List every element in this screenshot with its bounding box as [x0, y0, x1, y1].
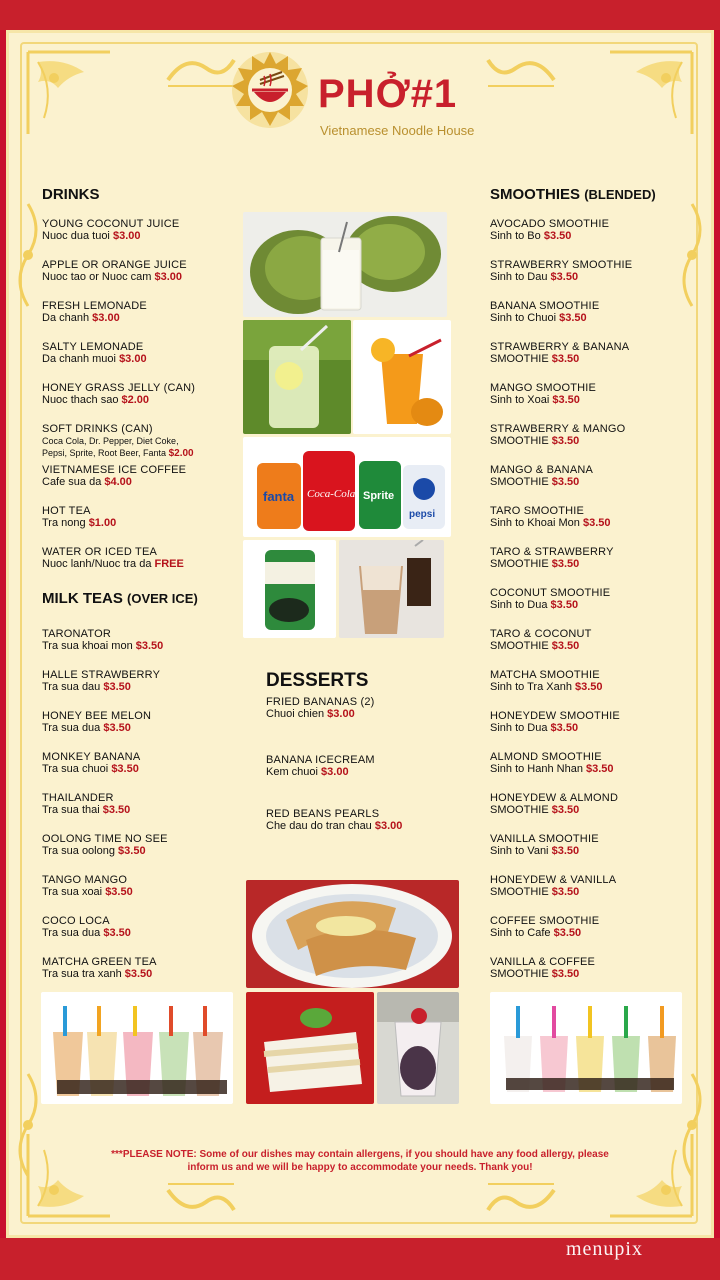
menu-item-name: MONKEY BANANA	[42, 751, 141, 763]
menu-item-price: $3.50	[550, 271, 579, 283]
orange-juice-photo	[353, 320, 451, 434]
menu-item-name: COCO LOCA	[42, 915, 110, 927]
scroll-ornament-icon	[166, 50, 236, 90]
menu-item	[490, 218, 609, 242]
menu-item-name: VANILLA & COFFEE	[490, 956, 596, 968]
menu-item-subtitle	[490, 640, 592, 652]
menu-item	[42, 464, 186, 488]
menu-item	[490, 874, 616, 898]
menu-item-subtitle	[42, 927, 131, 939]
menu-item-subtitle-text: Kem chuoi	[266, 766, 318, 778]
menu-item-name: HONEY BEE MELON	[42, 710, 152, 722]
allergy-note-line-2: inform us and we will be happy to accommodate your needs. Thank you!	[187, 1162, 533, 1173]
menu-item-subtitle-text: Nuoc lanh/Nuoc tra da	[42, 558, 152, 570]
menu-item-price: $3.00	[119, 353, 147, 365]
menu-item	[266, 696, 375, 720]
milk-tea-cups-photo	[41, 992, 233, 1104]
menu-item-subtitle	[42, 804, 130, 816]
menu-item-name: AVOCADO SMOOTHIE	[490, 218, 610, 230]
menu-item-name: THAILANDER	[42, 792, 114, 804]
menu-item-price: $1.00	[88, 517, 117, 529]
menu-item	[490, 259, 632, 283]
menu-item-subtitle-text: Nuoc dua tuoi	[42, 230, 110, 242]
menu-item	[42, 259, 187, 283]
menu-item-subtitle-text: SMOOTHIE	[490, 968, 549, 980]
menu-item-subtitle	[42, 722, 151, 734]
soft-drink-cans-photo	[243, 437, 451, 537]
menu-item-price: $3.50	[551, 640, 580, 652]
menu-item-subtitle	[490, 435, 625, 447]
menu-item	[490, 915, 599, 939]
menu-item-name: SALTY LEMONADE	[42, 341, 144, 353]
menu-item-name: HOT TEA	[42, 505, 91, 517]
menu-item	[42, 505, 116, 529]
menu-item-price: $3.50	[551, 558, 580, 570]
menu-item-subtitle-text: SMOOTHIE	[490, 558, 549, 570]
menu-item-subtitle	[42, 353, 147, 365]
menu-item	[42, 956, 157, 980]
menu-item	[42, 874, 133, 898]
menu-item-price: $3.50	[552, 394, 580, 406]
menu-item-subtitle-text: SMOOTHIE	[490, 886, 549, 898]
menu-item-subtitle-text: SMOOTHIE	[490, 804, 549, 816]
menu-item	[42, 341, 147, 365]
menu-item-subtitle-text: Da chanh	[42, 312, 90, 324]
menu-item-subtitle-text: Tra sua chuoi	[42, 763, 109, 775]
menu-item-price: $3.50	[586, 763, 614, 775]
menu-item-subtitle-text: SMOOTHIE	[490, 640, 549, 652]
menu-item	[42, 382, 195, 406]
lemonade-photo	[243, 320, 351, 434]
menu-item	[42, 628, 163, 652]
menu-item-name: YOUNG COCONUT JUICE	[42, 218, 180, 230]
menu-item-name: OOLONG TIME NO SEE	[42, 833, 168, 845]
menu-item-subtitle	[42, 312, 147, 324]
menu-item-name: BANANA ICECREAM	[266, 754, 375, 766]
menu-item-subtitle	[266, 820, 402, 832]
menu-item-name: MANGO & BANANA	[490, 464, 594, 476]
fried-bananas-photo	[246, 880, 459, 988]
menu-item-subtitle	[490, 722, 620, 734]
menu-item-subtitle-text: Sinh to Dua	[490, 599, 548, 611]
drinks-heading: DRINKS	[42, 186, 100, 203]
menu-item-subtitle-text: Tra sua thai	[42, 804, 100, 816]
menu-item	[266, 808, 402, 832]
menu-item-subtitle-text: Tra nong	[42, 517, 86, 529]
menu-item-subtitle-text: Sinh to Dua	[490, 722, 548, 734]
top-red-band	[0, 0, 720, 30]
menu-item-subtitle-text: Tra sua tra xanh	[42, 968, 122, 980]
menu-item-price: $3.50	[551, 476, 580, 488]
menu-item-subtitle	[42, 845, 168, 857]
menu-item-price: $3.50	[551, 804, 580, 816]
allergy-note-line-1: ***PLEASE NOTE: Some of our dishes may contain allergens, if you should have any food allergy, please	[111, 1149, 609, 1160]
menu-item-subtitle	[42, 886, 133, 898]
milk-teas-heading: MILK TEAS (OVER ICE)	[42, 590, 198, 607]
menu-item-name: VANILLA SMOOTHIE	[490, 833, 599, 845]
menu-item-name: MANGO SMOOTHIE	[490, 382, 597, 394]
menu-item-subtitle-text: Sinh to Dau	[490, 271, 548, 283]
menu-item-subtitle-text: Tra sua oolong	[42, 845, 115, 857]
menu-item	[42, 546, 184, 570]
menu-item-subtitle-text: Nuoc thach sao	[42, 394, 119, 406]
menu-item-subtitle	[42, 230, 179, 242]
menu-item-name: HONEYDEW SMOOTHIE	[490, 710, 620, 722]
menu-item	[490, 833, 599, 857]
menu-item-price: $3.50	[118, 845, 146, 857]
menu-item-price: $3.50	[103, 927, 131, 939]
menu-item	[42, 833, 168, 857]
menu-item-subtitle	[42, 681, 160, 693]
menu-item-price: $3.50	[575, 681, 603, 693]
menu-item-subtitle-text: Tra sua khoai mon	[42, 640, 133, 652]
desserts-heading: DESSERTS	[266, 670, 369, 691]
fanta-label: fanta	[263, 489, 295, 504]
menu-item-subtitle	[42, 968, 157, 980]
menu-item-subtitle	[490, 558, 614, 570]
menu-item	[42, 792, 130, 816]
menu-item-subtitle-text: Sinh to Xoai	[490, 394, 550, 406]
menu-item-subtitle	[490, 312, 599, 324]
menu-item-subtitle	[490, 968, 595, 980]
menu-item	[42, 751, 140, 775]
menu-item	[490, 423, 625, 447]
coconut-juice-photo	[243, 212, 447, 317]
menu-item-name: TARO & STRAWBERRY	[490, 546, 614, 558]
menu-item-price: $3.00	[154, 271, 183, 283]
scroll-ornament-icon	[486, 1180, 556, 1220]
menu-item	[490, 751, 614, 775]
menu-item-subtitle-text: SMOOTHIE	[490, 353, 549, 365]
menu-item-price: $3.50	[543, 230, 572, 242]
menu-item-name: TANGO MANGO	[42, 874, 128, 886]
menu-item-subtitle-text: Cafe sua da	[42, 476, 102, 488]
menu-item	[490, 382, 596, 406]
menu-item	[490, 792, 618, 816]
menu-item-subtitle	[490, 353, 629, 365]
menu-item-subtitle-text: Sinh to Cafe	[490, 927, 551, 939]
menu-item-subtitle-text: Tra sua xoai	[42, 886, 103, 898]
menu-item-subtitle	[490, 394, 596, 406]
vietnamese-coffee-photo	[339, 540, 444, 638]
menu-item	[490, 587, 610, 611]
menu-item-price: $3.50	[551, 886, 580, 898]
menu-item-subtitle	[42, 271, 187, 283]
menu-item-subtitle	[42, 517, 116, 529]
menu-item-subtitle-text: Da chanh muoi	[42, 353, 116, 365]
menu-item	[490, 546, 614, 570]
allergy-note	[98, 1148, 622, 1174]
menu-item-name: HONEYDEW & ALMOND	[490, 792, 619, 804]
menu-item-subtitle-text: Sinh to Tra Xanh	[490, 681, 572, 693]
menu-item-name: TARO SMOOTHIE	[490, 505, 585, 517]
menu-item-subtitle	[490, 230, 609, 242]
menu-item-price: $3.50	[124, 968, 153, 980]
menu-item-subtitle-text: Tra sua dau	[42, 681, 101, 693]
menu-item-name: MATCHA GREEN TEA	[42, 956, 157, 968]
menu-item-description	[42, 447, 194, 460]
menu-item-name: HONEYDEW & VANILLA	[490, 874, 617, 886]
menu-item-subtitle	[490, 927, 599, 939]
menu-item-price: $3.00	[112, 230, 141, 242]
menu-item-price: $2.00	[168, 448, 194, 459]
menu-item-name: HONEY GRASS JELLY (CAN)	[42, 382, 196, 394]
menu-item-subtitle-text: Sinh to Vani	[490, 845, 549, 857]
menu-item-subtitle	[490, 681, 603, 693]
menu-item-subtitle-text: Che dau do tran chau	[266, 820, 372, 832]
menu-item-subtitle	[490, 845, 599, 857]
menu-item-subtitle	[42, 394, 195, 406]
menu-item-name: TARONATOR	[42, 628, 112, 640]
logo-title: PHỞ#1	[318, 72, 458, 116]
menu-item-name: COFFEE SMOOTHIE	[490, 915, 600, 927]
menu-item	[42, 218, 179, 242]
menu-item-price: $3.50	[102, 804, 131, 816]
banana-icecream-photo	[246, 992, 374, 1104]
pepsi-label: pepsi	[409, 509, 436, 520]
menu-item	[42, 710, 151, 734]
menu-item-subtitle	[490, 271, 632, 283]
menu-item-price: $3.50	[550, 722, 579, 734]
menu-item	[490, 300, 599, 324]
menu-item-name: BANANA SMOOTHIE	[490, 300, 600, 312]
menu-item-subtitle-text: Sinh to Khoai Mon	[490, 517, 580, 529]
menu-item-subtitle	[490, 763, 614, 775]
corner-ornament-icon	[606, 48, 696, 138]
menu-item	[42, 915, 131, 939]
menu-item-price: $3.00	[321, 766, 349, 778]
menu-item-description: Coca Cola, Dr. Pepper, Diet Coke,	[42, 436, 179, 446]
menu-item-price: $3.50	[559, 312, 587, 324]
corner-ornament-icon	[24, 48, 114, 138]
menu-item-price: $3.50	[111, 763, 139, 775]
menu-item-subtitle	[490, 476, 593, 488]
menu-item-price: $3.50	[550, 599, 579, 611]
menu-item-price: FREE	[154, 558, 184, 570]
menu-item-price: $4.00	[104, 476, 132, 488]
watermark-logo: menupix	[566, 1238, 643, 1260]
menu-item-name: FRESH LEMONADE	[42, 300, 147, 312]
menu-item-subtitle-text: Tra sua dua	[42, 927, 101, 939]
side-ornament-icon	[672, 200, 712, 310]
menu-item-subtitle	[42, 558, 184, 570]
menu-item-name: APPLE OR ORANGE JUICE	[42, 259, 187, 271]
menu-item-name: WATER OR ICED TEA	[42, 546, 158, 558]
menu-item-name: SOFT DRINKS (CAN)	[42, 423, 153, 435]
noodle-bowl-icon	[230, 50, 310, 130]
menu-item-price: $3.50	[103, 722, 131, 734]
menu-item-name: COCONUT SMOOTHIE	[490, 587, 611, 599]
grass-jelly-can-photo	[243, 540, 336, 638]
menu-item-name: STRAWBERRY SMOOTHIE	[490, 259, 633, 271]
menu-item-description-text: Pepsi, Sprite, Root Beer, Fanta	[42, 448, 167, 458]
cola-label: Coca-Cola	[307, 488, 356, 500]
menu-item-name: STRAWBERRY & MANGO	[490, 423, 626, 435]
menu-item-price: $3.50	[551, 435, 580, 447]
menu-item	[490, 956, 595, 980]
menu-item-name: RED BEANS PEARLS	[266, 808, 380, 820]
menu-item	[490, 505, 610, 529]
menu-item	[266, 754, 375, 778]
menu-item-name: STRAWBERRY & BANANA	[490, 341, 630, 353]
menu-item-subtitle-text: SMOOTHIE	[490, 435, 549, 447]
menu-item-price: $3.00	[327, 708, 355, 720]
menu-item	[42, 669, 160, 693]
menu-item-price: $3.50	[551, 968, 580, 980]
menu-item-subtitle-text: Chuoi chien	[266, 708, 325, 720]
menu-item-subtitle	[490, 599, 610, 611]
menu-item-name: VIETNAMESE ICE COFFEE	[42, 464, 187, 476]
menu-item-price: $3.50	[551, 845, 580, 857]
sprite-label: Sprite	[363, 490, 395, 502]
menu-item-subtitle-text: Sinh to Chuoi	[490, 312, 557, 324]
menu-item-name: MATCHA SMOOTHIE	[490, 669, 600, 681]
menu-item-subtitle-text: SMOOTHIE	[490, 476, 549, 488]
menu-item-subtitle-text: Sinh to Bo	[490, 230, 541, 242]
menu-item	[490, 669, 603, 693]
menu-item	[42, 423, 194, 460]
menu-item-subtitle	[490, 804, 618, 816]
menu-item-price: $2.00	[121, 394, 150, 406]
menu-item-price: $3.50	[105, 886, 133, 898]
menu-item-name: ALMOND SMOOTHIE	[490, 751, 602, 763]
menu-item-subtitle	[42, 476, 186, 488]
menu-item	[42, 300, 147, 324]
scroll-ornament-icon	[166, 1180, 236, 1220]
menu-item-subtitle	[490, 886, 616, 898]
menu-item-price: $3.50	[551, 353, 580, 365]
menu-item	[490, 710, 620, 734]
menu-item-name: HALLE STRAWBERRY	[42, 669, 161, 681]
menu-item-price: $3.50	[553, 927, 582, 939]
menu-item-price: $3.00	[374, 820, 403, 832]
logo-subtitle: Vietnamese Noodle House	[320, 123, 475, 138]
menu-item-subtitle	[266, 708, 375, 720]
menu-item-name: TARO & COCONUT	[490, 628, 592, 640]
menu-item-subtitle	[490, 517, 610, 529]
menu-item-subtitle	[42, 763, 140, 775]
menu-item-subtitle-text: Sinh to Hanh Nhan	[490, 763, 583, 775]
menu-item-price: $3.00	[92, 312, 120, 324]
smoothies-heading: SMOOTHIES (BLENDED)	[490, 186, 656, 203]
menu-item-subtitle	[42, 640, 163, 652]
smoothie-cups-photo	[490, 992, 682, 1104]
red-bean-pearls-photo	[377, 992, 459, 1104]
menu-item-name: FRIED BANANAS (2)	[266, 696, 375, 708]
menu-item-subtitle-text: Nuoc tao or Nuoc cam	[42, 271, 152, 283]
menu-item-price: $3.50	[135, 640, 164, 652]
menu-item-price: $3.50	[582, 517, 611, 529]
menu-item-subtitle	[266, 766, 375, 778]
menu-item-price: $3.50	[103, 681, 131, 693]
menu-item	[490, 464, 593, 488]
menu-item	[490, 341, 629, 365]
menu-item	[490, 628, 592, 652]
menu-item-subtitle-text: Tra sua dua	[42, 722, 101, 734]
restaurant-logo	[230, 50, 500, 160]
side-ornament-icon	[8, 200, 48, 310]
